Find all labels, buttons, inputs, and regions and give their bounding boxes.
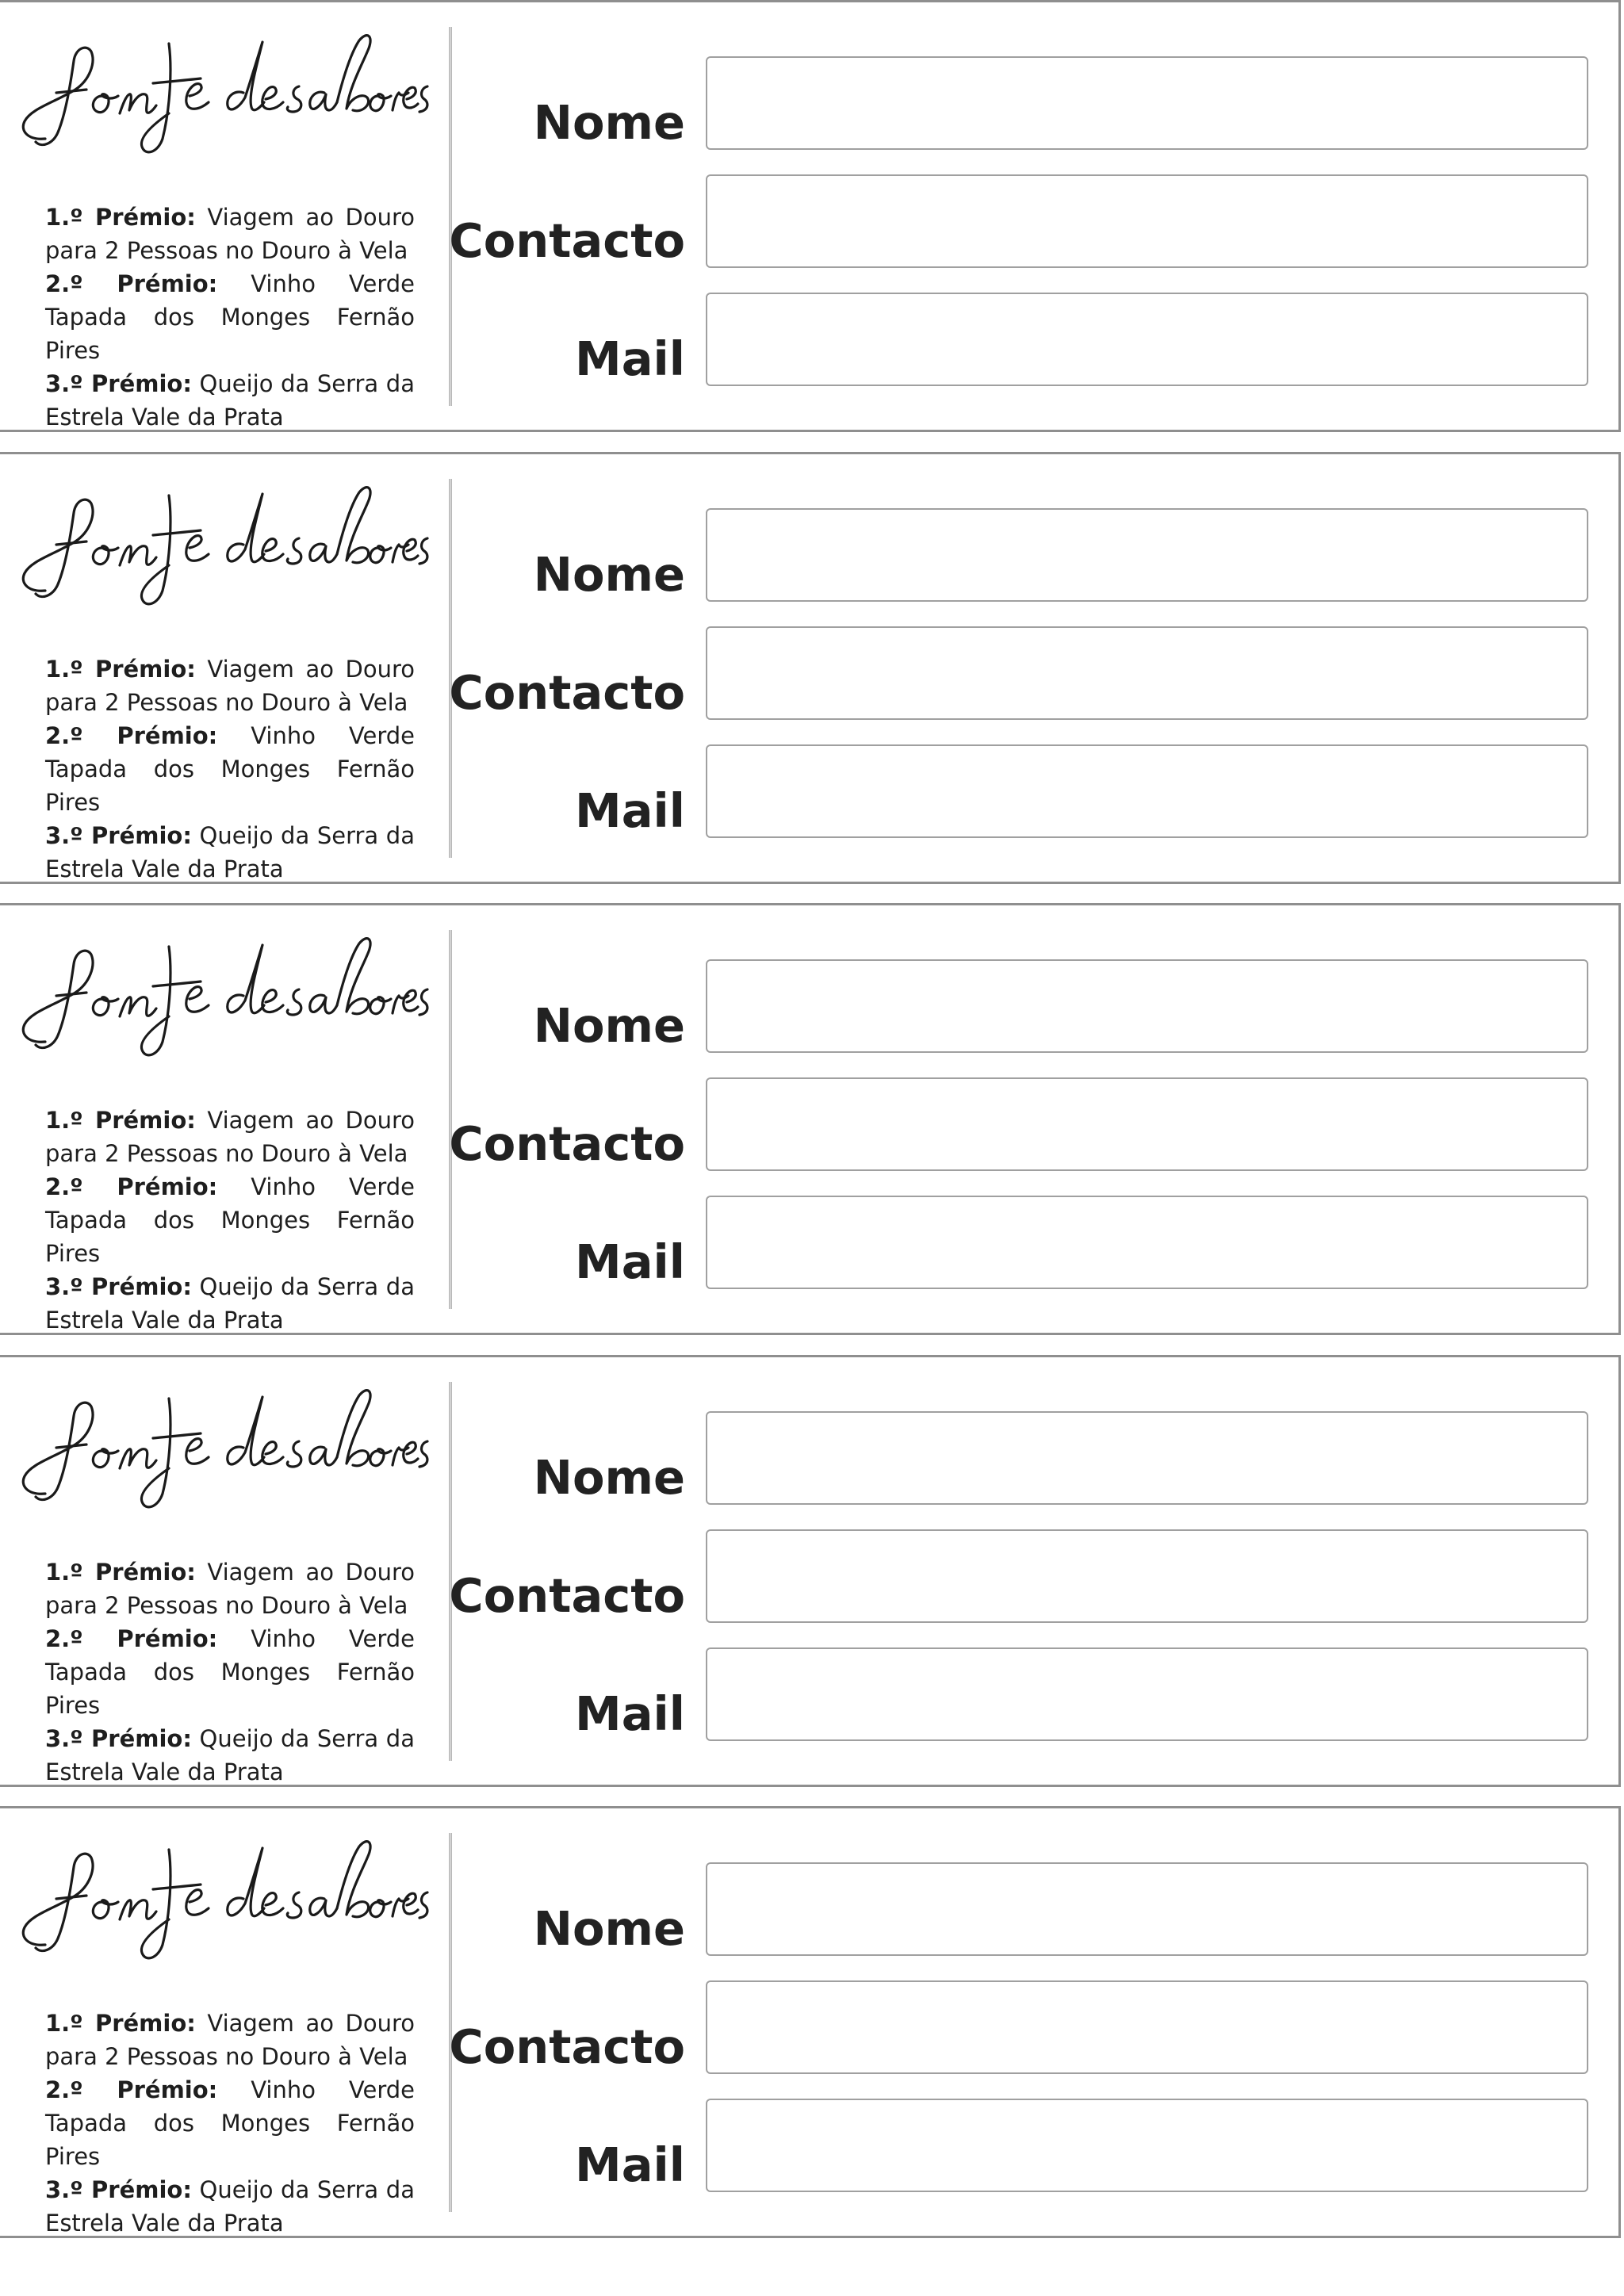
fonte-de-sabores-logo	[13, 1375, 434, 1510]
prize-list	[45, 1556, 415, 1789]
mail-field[interactable]	[706, 1196, 1588, 1289]
prize-label: 3.º Prémio:	[45, 1725, 192, 1752]
prize-label: 3.º Prémio:	[45, 822, 192, 849]
field-row-mail	[459, 2099, 1601, 2194]
nome-field[interactable]	[706, 1411, 1588, 1505]
field-row-nome	[459, 56, 1601, 151]
coupon-info-panel	[0, 2, 451, 430]
field-row-mail	[459, 1647, 1601, 1743]
prize-description: Queijo da Serra da Estrela Vale da Prata	[45, 1273, 415, 1334]
prize-label: 1.º Prémio:	[45, 1559, 196, 1586]
coupon-info-panel	[0, 454, 451, 882]
mail-field[interactable]	[706, 2099, 1588, 2192]
prize-description: Queijo da Serra da Estrela Vale da Prata	[45, 822, 415, 882]
prize-description: Viagem ao Douro para 2 Pessoas no Douro à Vela	[45, 1559, 415, 1619]
field-label: Nome	[533, 1901, 685, 1956]
field-row-nome	[459, 508, 1601, 603]
prize-description: Queijo da Serra da Estrela Vale da Prata	[45, 370, 415, 430]
prize-first	[45, 1556, 415, 1622]
prize-second	[45, 1170, 415, 1270]
coupon-info-panel	[0, 905, 451, 1333]
contacto-field[interactable]	[706, 174, 1588, 268]
field-row-nome	[459, 959, 1601, 1054]
prize-label: 1.º Prémio:	[45, 1107, 196, 1134]
prize-description: Queijo da Serra da Estrela Vale da Prata	[45, 1725, 415, 1785]
prize-second	[45, 2073, 415, 2173]
script-logo-graphic	[13, 472, 434, 607]
field-label: Mail	[575, 1234, 685, 1289]
raffle-coupon	[0, 903, 1621, 1335]
contacto-field[interactable]	[706, 1980, 1588, 2074]
prize-description: Queijo da Serra da Estrela Vale da Prata	[45, 2176, 415, 2237]
prize-label: 2.º Prémio:	[45, 270, 218, 297]
prize-description: Viagem ao Douro para 2 Pessoas no Douro à Vela	[45, 656, 415, 716]
prize-third	[45, 1722, 415, 1789]
prize-label: 1.º Prémio:	[45, 656, 196, 683]
prize-first	[45, 201, 415, 267]
prize-third	[45, 367, 415, 434]
prize-label: 3.º Prémio:	[45, 1273, 192, 1300]
prize-second	[45, 719, 415, 819]
raffle-coupon	[0, 1355, 1621, 1787]
prize-label: 2.º Prémio:	[45, 1625, 218, 1652]
prize-list	[45, 1104, 415, 1337]
script-logo-graphic	[13, 1375, 434, 1510]
nome-field[interactable]	[706, 1862, 1588, 1956]
prize-second	[45, 267, 415, 367]
prize-second	[45, 1622, 415, 1722]
fonte-de-sabores-logo	[13, 472, 434, 607]
script-logo-graphic	[13, 923, 434, 1058]
field-label: Mail	[575, 783, 685, 838]
prize-list	[45, 201, 415, 434]
field-row-nome	[459, 1862, 1601, 1957]
field-row-nome	[459, 1411, 1601, 1506]
mail-field[interactable]	[706, 744, 1588, 838]
prize-description: Viagem ao Douro para 2 Pessoas no Douro à Vela	[45, 204, 415, 264]
prize-description: Vinho Verde Tapada dos Monges Fernão Pires	[45, 722, 415, 816]
field-row-mail	[459, 744, 1601, 840]
prize-first	[45, 652, 415, 719]
field-row-mail	[459, 1196, 1601, 1291]
prize-label: 2.º Prémio:	[45, 1173, 218, 1200]
field-label: Nome	[533, 998, 685, 1053]
raffle-coupon	[0, 0, 1621, 432]
prize-first	[45, 2007, 415, 2073]
mail-field[interactable]	[706, 293, 1588, 386]
fonte-de-sabores-logo	[13, 923, 434, 1058]
field-row-contacto	[449, 1529, 1601, 1624]
field-label: Contacto	[449, 213, 685, 268]
prize-label: 2.º Prémio:	[45, 2076, 218, 2103]
field-label: Contacto	[449, 1568, 685, 1623]
field-row-mail	[459, 293, 1601, 388]
field-label: Mail	[575, 331, 685, 386]
prize-third	[45, 2173, 415, 2240]
coupon-info-panel	[0, 1808, 451, 2236]
field-label: Nome	[533, 95, 685, 150]
prize-list	[45, 2007, 415, 2240]
field-label: Mail	[575, 1686, 685, 1741]
nome-field[interactable]	[706, 508, 1588, 602]
field-label: Contacto	[449, 665, 685, 720]
field-label: Contacto	[449, 1116, 685, 1171]
prize-description: Vinho Verde Tapada dos Monges Fernão Pires	[45, 1625, 415, 1719]
prize-description: Viagem ao Douro para 2 Pessoas no Douro à Vela	[45, 1107, 415, 1167]
raffle-coupon	[0, 1806, 1621, 2238]
prize-description: Vinho Verde Tapada dos Monges Fernão Pires	[45, 270, 415, 364]
raffle-coupon	[0, 452, 1621, 884]
field-label: Nome	[533, 547, 685, 602]
prize-third	[45, 819, 415, 886]
field-label: Mail	[575, 2137, 685, 2192]
field-row-contacto	[449, 174, 1601, 270]
prize-third	[45, 1270, 415, 1337]
prize-description: Vinho Verde Tapada dos Monges Fernão Pires	[45, 2076, 415, 2170]
contacto-field[interactable]	[706, 626, 1588, 720]
prize-label: 2.º Prémio:	[45, 722, 218, 749]
fonte-de-sabores-logo	[13, 1826, 434, 1961]
nome-field[interactable]	[706, 959, 1588, 1053]
field-label: Nome	[533, 1450, 685, 1505]
field-row-contacto	[449, 626, 1601, 721]
prize-label: 1.º Prémio:	[45, 2010, 196, 2037]
field-row-contacto	[449, 1980, 1601, 2076]
field-row-contacto	[449, 1077, 1601, 1173]
field-label: Contacto	[449, 2019, 685, 2074]
prize-description: Viagem ao Douro para 2 Pessoas no Douro à Vela	[45, 2010, 415, 2070]
script-logo-graphic	[13, 1826, 434, 1961]
contacto-field[interactable]	[706, 1077, 1588, 1171]
fonte-de-sabores-logo	[13, 20, 434, 155]
coupon-info-panel	[0, 1357, 451, 1785]
nome-field[interactable]	[706, 56, 1588, 150]
contacto-field[interactable]	[706, 1529, 1588, 1623]
prize-first	[45, 1104, 415, 1170]
prize-label: 3.º Prémio:	[45, 370, 192, 397]
script-logo-graphic	[13, 20, 434, 155]
prize-label: 1.º Prémio:	[45, 204, 196, 231]
prize-label: 3.º Prémio:	[45, 2176, 192, 2203]
mail-field[interactable]	[706, 1647, 1588, 1741]
prize-description: Vinho Verde Tapada dos Monges Fernão Pires	[45, 1173, 415, 1267]
prize-list	[45, 652, 415, 886]
